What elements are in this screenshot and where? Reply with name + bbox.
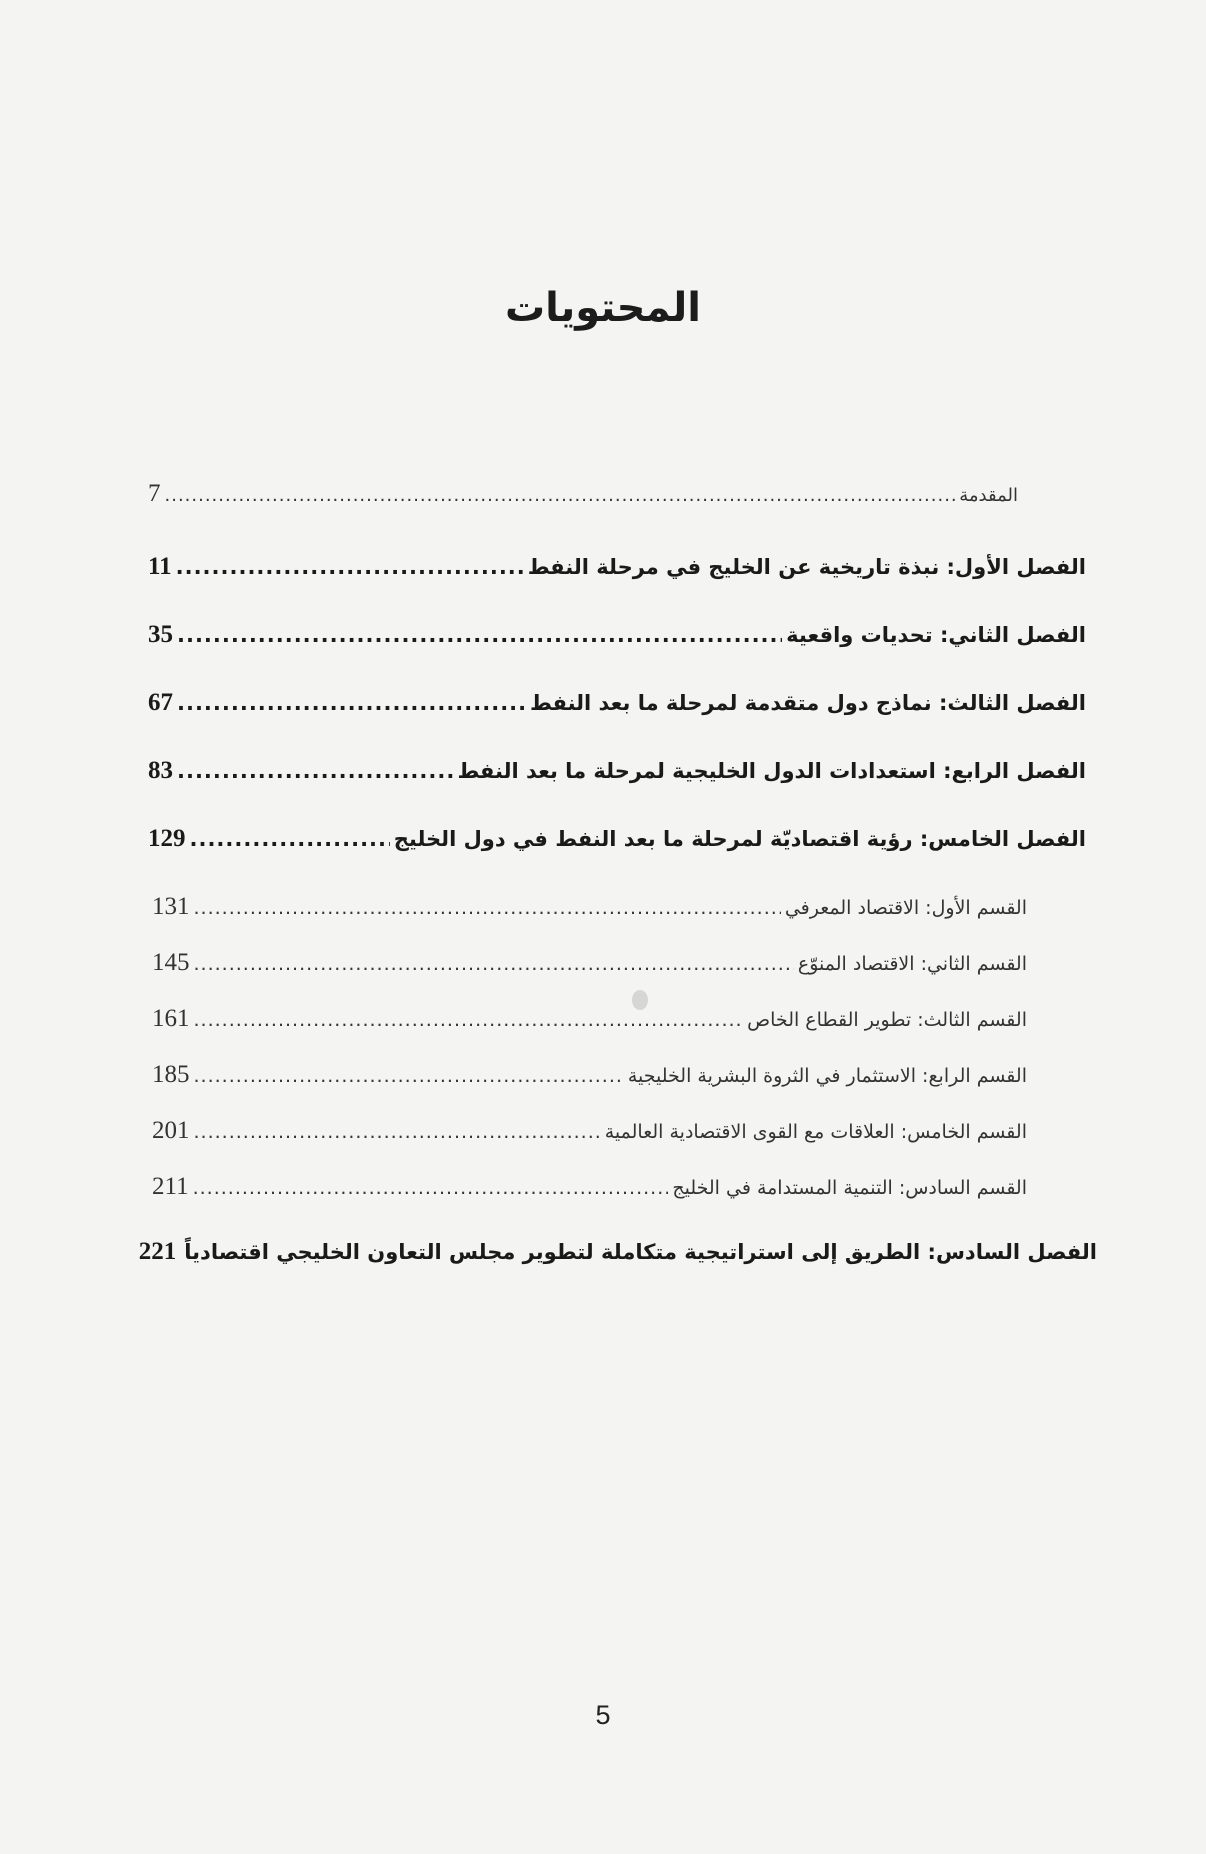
page-number: 5	[595, 1700, 611, 1730]
dot-leader	[194, 1009, 744, 1031]
dot-leader	[194, 897, 781, 919]
toc-entry-label: القسم الأول: الاقتصاد المعرفي	[784, 897, 1027, 919]
toc-entry-label: القسم السادس: التنمية المستدامة في الخليج	[672, 1177, 1027, 1199]
dot-leader	[176, 555, 524, 579]
toc-entry-page: 221	[138, 1238, 177, 1265]
toc-entry-page: 11	[148, 553, 172, 580]
toc-entry-chapter-1	[148, 553, 1086, 581]
toc-entry-page: 185	[152, 1061, 190, 1088]
dot-leader	[194, 1065, 624, 1087]
toc-entry-page: 131	[152, 893, 190, 920]
toc-entry-page: 201	[152, 1117, 190, 1144]
dot-leader	[190, 827, 390, 851]
dot-leader	[177, 623, 782, 647]
toc-entry-section-1	[152, 893, 1027, 921]
page-title: المحتويات	[504, 285, 701, 331]
dot-leader	[177, 759, 453, 783]
toc-entry-label: القسم الرابع: الاستثمار في الثروة البشرية الخليجية	[627, 1065, 1027, 1087]
toc-entry-page: 67	[148, 689, 173, 716]
ink-smudge	[632, 990, 648, 1010]
dot-leader	[177, 691, 526, 715]
toc-entry-label: الفصل الثاني: تحديات واقعية	[786, 623, 1086, 647]
toc-entry-label: المقدمة	[959, 485, 1018, 506]
toc-entry-label: القسم الخامس: العلاقات مع القوى الاقتصادية العالمية	[604, 1121, 1027, 1143]
toc-entry-chapter-6	[138, 1238, 1097, 1266]
toc-entry-chapter-3	[148, 689, 1086, 717]
toc-entry-label: الفصل الرابع: استعدادات الدول الخليجية لمرحلة ما بعد النفط	[457, 759, 1086, 783]
toc-entry-page: 35	[148, 621, 173, 648]
toc-entry-page: 161	[152, 1005, 190, 1032]
toc-entry-chapter-2	[148, 621, 1086, 649]
toc-entry-section-6	[152, 1173, 1027, 1201]
toc-entry-page: 129	[148, 825, 186, 852]
toc-entry-label: الفصل الأول: نبذة تاريخية عن الخليج في مرحلة النفط	[527, 555, 1086, 579]
toc-entry-label: القسم الثاني: الاقتصاد المنوّع	[797, 953, 1027, 975]
toc-entry-section-5	[152, 1117, 1027, 1145]
toc-entry-page: 211	[152, 1173, 189, 1200]
toc-entry-label: الفصل الثالث: نماذج دول متقدمة لمرحلة ما بعد النفط	[529, 691, 1086, 715]
toc-entry-section-4	[152, 1061, 1027, 1089]
toc-entry-label: القسم الثالث: تطوير القطاع الخاص	[747, 1009, 1027, 1031]
dot-leader	[193, 1177, 669, 1199]
toc-entry-page: 7	[148, 480, 161, 507]
dot-leader	[165, 485, 956, 506]
toc-entry-page: 145	[152, 949, 190, 976]
toc-entry-chapter-5	[148, 825, 1086, 853]
toc-entry-introduction	[148, 480, 1018, 508]
toc-entry-label: الفصل الخامس: رؤية اقتصاديّة لمرحلة ما بعد النفط في دول الخليج	[393, 827, 1086, 851]
toc-entry-section-3	[152, 1005, 1027, 1033]
toc-entry-label: الفصل السادس: الطريق إلى استراتيجية متكاملة لتطوير مجلس التعاون الخليجي اقتصادياً	[184, 1240, 1097, 1264]
toc-entry-page: 83	[148, 757, 173, 784]
dot-leader	[194, 953, 794, 975]
dot-leader	[194, 1121, 601, 1143]
toc-entry-section-2	[152, 949, 1027, 977]
toc-entry-chapter-4	[148, 757, 1086, 785]
